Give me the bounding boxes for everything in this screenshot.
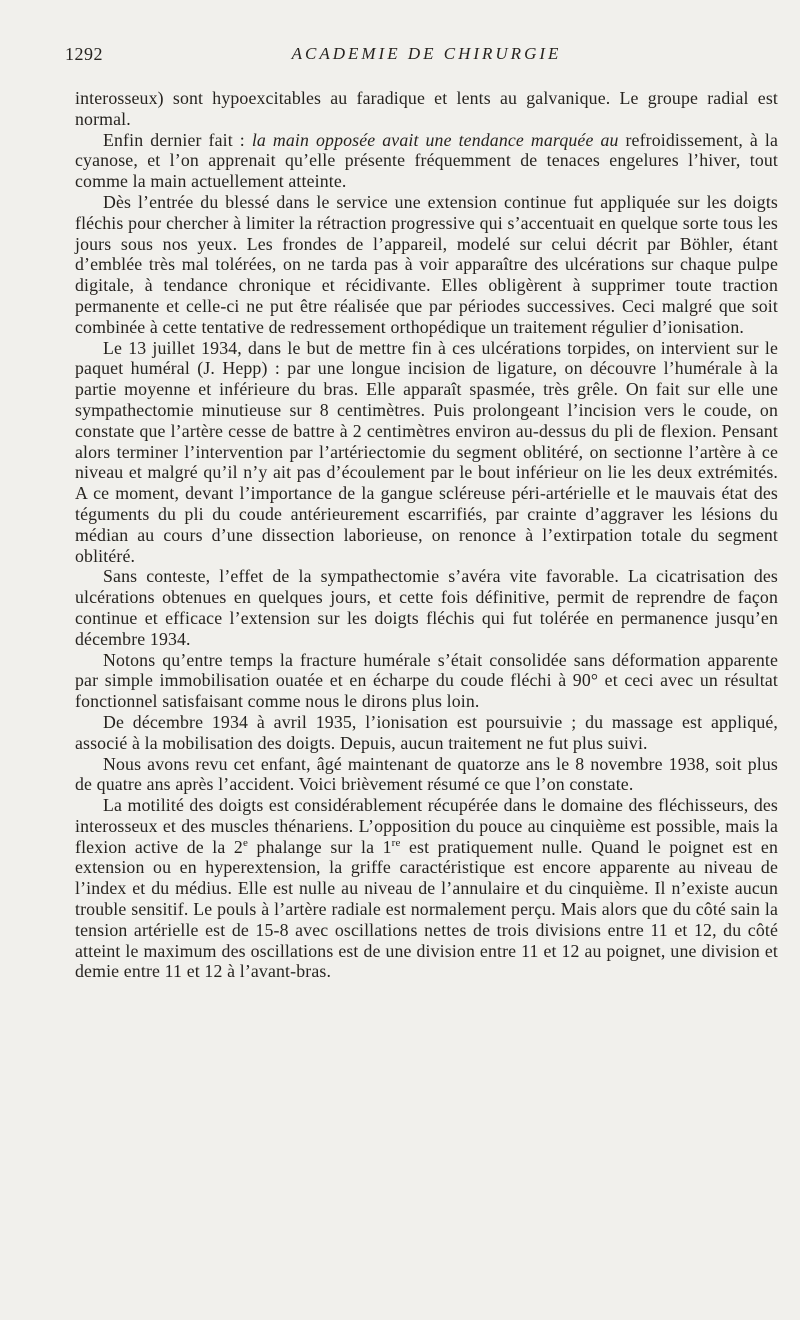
paragraph: [75, 130, 778, 192]
paragraph: [75, 795, 778, 982]
paragraph-text: La motilité des doigts est considérablement récupérée dans le domaine des fléchisseurs, des interosseux et des muscles thénariens. L’opposition du pouce au cinquième est possible, mais la flexion active de la 2: [75, 795, 778, 857]
page-header: [65, 40, 778, 68]
paragraph-text: Notons qu’entre temps la fracture humérale s’était consolidée sans déformation apparente par simple immobilisation ouatée et en écharpe du coude fléchi à 90° et ceci avec un résultat fonctionnel satisfaisant comme nous le dirons plus loin.: [75, 649, 778, 712]
paragraph-text: Sans conteste, l’effet de la sympathectomie s’avéra vite favorable. La cicatrisation des ulcérations obtenues en quelques jours, et cette fois définitive, permit de reprendre de façon continue et efficace l’extension sur les doigts fléchis qui fut tolérée en permanence jusqu’en décembre 1934.: [75, 566, 778, 649]
paragraph-text: interosseux) sont hypoexcitables au faradique et lents au galvanique. Le groupe radial est normal.: [75, 88, 778, 129]
paragraph: [75, 712, 778, 754]
ordinal-superscript: e: [242, 836, 248, 849]
paragraph-text: refroidissement, à la cyanose, et l’on apprenait qu’elle présente fréquemment de tenaces engelures l’hiver, tout comme la main actuellement atteinte.: [75, 129, 778, 192]
body-text: [75, 88, 778, 982]
ordinal-superscript: re: [391, 836, 401, 849]
paragraph: [75, 192, 778, 338]
paragraph-text: phalange sur la 1: [247, 836, 392, 857]
paragraph-text: Dès l’entrée du blessé dans le service une extension continue fut appliquée sur les doigts fléchis pour chercher à limiter la rétraction progressive qui s’accentuait en quelque sorte tous les jours sous nos yeux. Les frondes de l’appareil, modelé sur celui décrit par Böhler, étant d’emblée très mal tolérées, on ne tarda pas à voir apparaître des ulcérations sur chaque pulpe digitale, à tendance chronique et récidivante. Elles obligèrent à supprimer toute traction permanente et celle-ci ne put être réalisée que par périodes successives. Ceci malgré que soit combinée à cette tentative de redressement orthopédique un traitement régulier d’ionisation.: [75, 191, 778, 337]
paragraph-text: Le 13 juillet 1934, dans le but de mettre fin à ces ulcérations torpides, on intervient sur le paquet huméral (J. Hepp) : par une longue incision de ligature, on découvre l’humérale à la partie moyenne et inférieure du bras. Elle apparaît spasmée, très grêle. On fait sur elle une sympathectomie minutieuse sur 8 centimètres. Puis prolongeant l’incision vers le coude, on constate que l’artère cesse de battre à 2 centimètres environ au-dessus du pli de flexion. Pensant alors terminer l’intervention par l’artériectomie du segment oblitéré, on sectionne l’artère à ce niveau et malgré qu’il n’y ait pas d’écoulement par le bout inférieur on lie les deux extrémités. A ce moment, devant l’importance de la gangue scléreuse péri-artérielle et le mauvais état des téguments du pli du coude antérieurement escarrifiés, par crainte d’aggraver les lésions du médian au cours d’une dissection laborieuse, on renonce à l’extirpation totale du segment oblitéré.: [75, 337, 778, 566]
paragraph: [75, 566, 778, 649]
emphasized-text: la main opposée avait une tendance marquée au: [251, 129, 619, 150]
page-number: 1292: [65, 44, 103, 64]
paragraph-text: est pratiquement nulle. Quand le poignet est en extension ou en hyperextension, la griffe caractéristique est encore apparente au niveau de l’index et du médius. Elle est nulle au niveau de l’annulaire et du cinquième. Il n’existe aucun trouble sensitif. Le pouls à l’artère radiale est normalement perçu. Mais alors que du côté sain la tension artérielle est de 15-8 avec oscillations nettes de trois divisions entre 11 et 12, du côté atteint le maximum des oscillations est de une division entre 11 et 12 au poignet, une division et demie entre 11 et 12 à l’avant-bras.: [75, 836, 778, 982]
running-title: ACADEMIE DE CHIRURGIE: [291, 44, 562, 63]
paragraph-lead: Enfin dernier fait :: [103, 129, 252, 150]
paragraph-continued: [75, 88, 778, 130]
paragraph: [75, 338, 778, 567]
paragraph-text: Nous avons revu cet enfant, âgé maintenant de quatorze ans le 8 novembre 1938, soit plus de quatre ans après l’accident. Voici brièvement résumé ce que l’on constate.: [75, 753, 778, 795]
paragraph-text: De décembre 1934 à avril 1935, l’ionisation est poursuivie ; du massage est appliqué, associé à la mobilisation des doigts. Depuis, aucun traitement ne fut plus suivi.: [75, 711, 778, 753]
paragraph: [75, 650, 778, 712]
paragraph: [75, 754, 778, 796]
